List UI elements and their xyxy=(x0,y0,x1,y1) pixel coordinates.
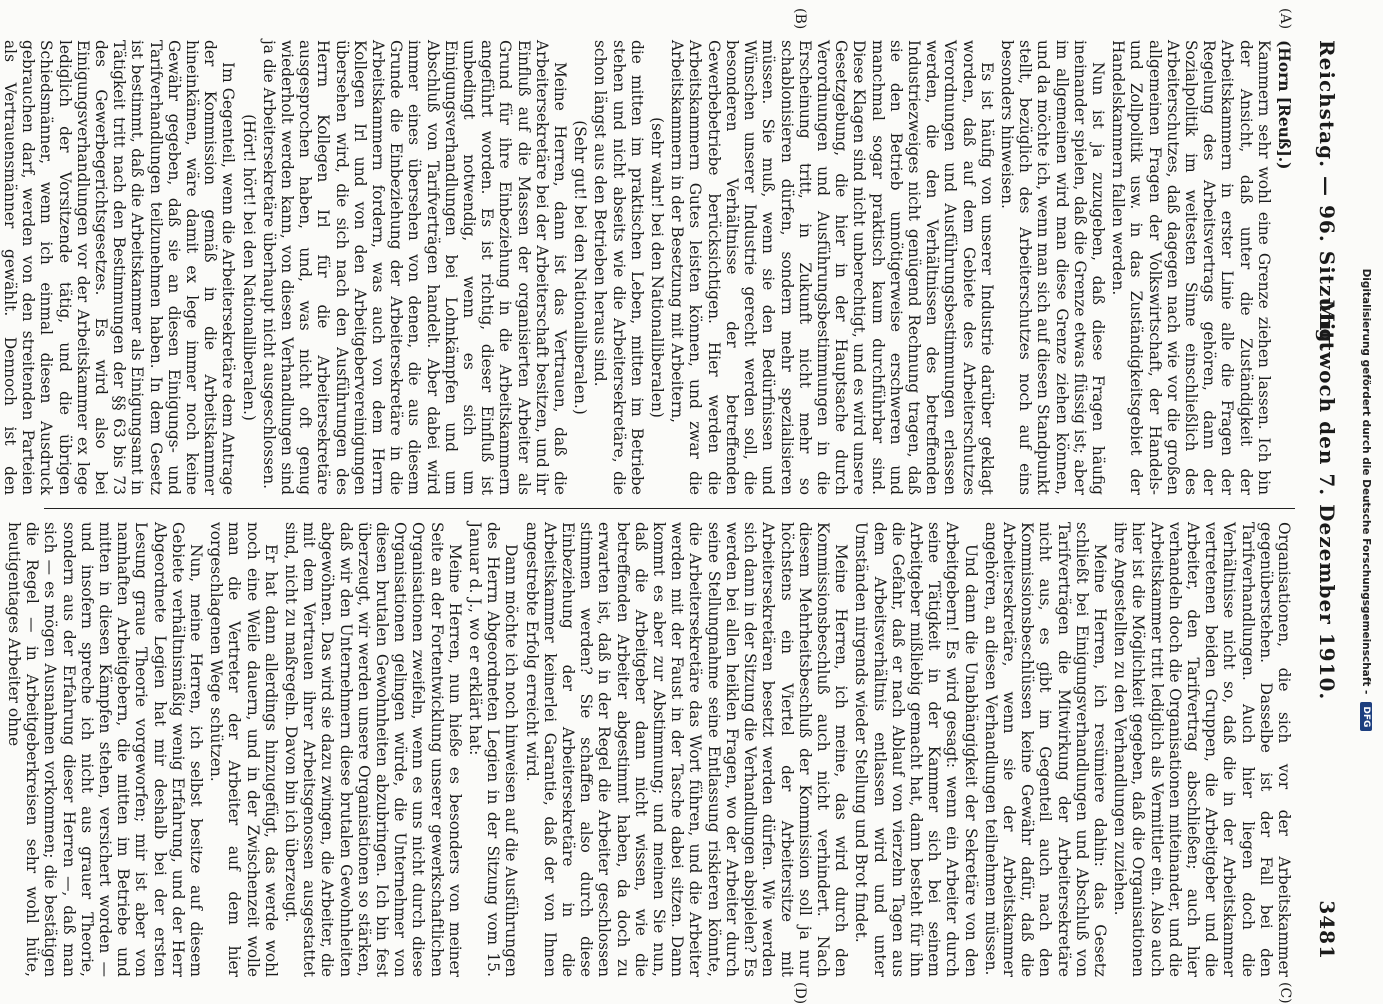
paragraph: Im Gegenteil, wenn die Arbeitersekretäre dem Antrage der Kommission gemäß in die Arbeitskammer hineinkämen, wäre damit ex lege immer noch keine Gewähr gegeben, daß sie an diesen Einigungs- und Tarifverhandlungen teilzunehmen haben. In dem Gesetz ist bestimmt, daß die Arbeitskammer als Einigungsamt in Tätigkeit tritt nach den Bestimmungen der §§ 63 bis 73 des Gewerbegerichtsgesetzes. Es wird also bei Einigungsverhandlungen vor der Arbeitskammer ex lege lediglich der Vorsitzende tätig, und die übrigen Schiedsmänner, wenn ich einmal diesen Ausdruck gebrauchen darf, werden von den streitenden Parteien als Vertrauensmänner gewählt. Dennoch ist den xyxy=(0,40,238,495)
paragraph: die mitten im praktischen Leben, mitten im Betriebe stehen und nicht abseits wie die Arbeitersekretäre, die schon längst aus den Betrieben heraus sind. xyxy=(591,40,646,495)
column-divider xyxy=(44,508,1295,509)
paragraph: Meine Herren, dann ist das Vertrauen, daß die Arbeitersekretäre bei der Arbeiterschaft besitzen, und ihr Einfluß auf die Massen der organisierten Arbeiter als Grund für ihre Einbeziehung in die Arbeitskammern angeführt worden. Es ist richtig, dieser Einfluß ist unbedingt notwendig, wenn es sich um Einigungsverhandlungen bei Lohnkämpfen und um Abschluß von Tarifverträgen handelt. Aber dabei wird immer eines übersehen von denen, die aus diesem Grunde die Einbeziehung der Arbeitersekretäre in die Arbeitskammern fordern, was auch von dem Herrn Kollegen Irl und von den Arbeitgebervereinigungen übersehen wird, die sich nach den Ausführungen des Herrn Kollegen Irl für die Arbeitersekretäre ausgesprochen haben, und, was nicht oft genug wiederholt werden kann, von diesen Verhandlungen sind ja die Arbeitersekretäre überhaupt nicht ausgeschlossen. xyxy=(259,40,570,495)
header-session: Reichstag. — 96. Sitzung. xyxy=(1315,40,1339,352)
digitization-credit-text: Digitalisierung gefördert durch die Deutsche Forschungsgemeinschaft - xyxy=(1360,268,1372,695)
margin-label-d: (D) xyxy=(792,982,808,1004)
margin-label-c: (C) xyxy=(1277,982,1293,1004)
margin-label-a: (A) xyxy=(1277,8,1293,30)
header-date: Mittwoch den 7. Dezember 1910. xyxy=(1315,299,1339,701)
interjection: (sehr wahr! bei den Nationalliberalen) xyxy=(648,117,667,418)
page-number: 3481 xyxy=(1315,900,1339,960)
paragraph: Organisationen, die sich vor der Arbeitskammer gegenüberstehen. Dasselbe ist der Fall bei den Tarifverhandlungen. Auch hier liegen doch die Verhältnisse nicht so, daß die in der Arbeitskammer vertretenen beiden Gruppen, die Arbeitgeber und die Arbeiter, den Tarifvertrag abschließen; auch hier verhandeln doch die Organisationen miteinander, und die Arbeitskammer tritt lediglich als Vermittler ein. Also auch hier ist die Möglichkeit gegeben, daß die Organisationen ihre Angestellten zu den Verhandlungen zuziehen. xyxy=(1111,522,1293,977)
margin-label-b: (B) xyxy=(792,8,808,30)
interjection: (Sehr gut! bei den Nationalliberalen.) xyxy=(571,120,590,415)
interjection: (Hört! hört! bei den Nationalliberalen.) xyxy=(239,114,258,421)
text-column-right xyxy=(4,522,1293,977)
paragraph: Nun, meine Herren, ich selbst besitze auf diesem Gebiete verhältnismäßig wenig Erfahrung, und der Herr Abgeordnete Legien hat mir deshalb bei der ersten Lesung graue Theorie vorgeworfen; mir ist aber von namhaften Arbeitgebern, die mitten im Betriebe und mitten in diesen Kämpfen stehen, versichert worden — und insofern spreche ich nicht aus grauer Theorie, sondern aus der Erfahrung dieser Herren —, daß man sich — es mögen Ausnahmen vorkommen; die bestätigen die Regel — in Arbeitgeberkreisen sehr wohl hüte, heutigentages Arbeiter ohne xyxy=(4,522,206,977)
paragraph: Kammern sehr wohl eine Grenze ziehen lassen. Ich bin der Ansicht, daß unter die Zuständigkeit der Arbeitskammern in erster Linie alle die Fragen der Regelung des Arbeitsvertrags gehören, dann der Sozialpolitik im weitesten Sinne einschließlich des Arbeiterschutzes, daß dagegen nach wie vor die großen allgemeinen Fragen der Volkswirtschaft, der Handels- und Zollpolitik usw. in das Zuständigkeitsgebiet der Handelskammern fallen werden. xyxy=(1109,40,1273,495)
paragraph: Meine Herren, ich resümiere dahin: das Gesetz schließt bei Einigungsverhandlungen und Abschluß von Tarifverträgen die Mitwirkung der Arbeitersekretäre nicht aus, es gibt im Gegenteil auch nach den Kommissionsbeschlüssen keine Gewähr dafür, daß die Arbeitersekretäre, wenn sie der Arbeitskammer angehören, an diesen Verhandlungen teilnehmen müssen. xyxy=(981,522,1109,977)
speaker-heading: (Horn [Reuß].) xyxy=(1275,40,1293,170)
digitization-credit xyxy=(1349,0,1383,1000)
text-column-left xyxy=(0,40,1293,495)
page-header xyxy=(1309,40,1339,960)
quotation: Meine Herren, nun hieße es besonders von meiner Seite an der Fortentwicklung unserer gewerkschaftlichen Organisationen zweifeln, wenn es uns nicht durch diese Organisationen gelingen würde, die Unternehmer von diesen brutalen Gewohnheiten abzubringen. Ich bin fest überzeugt, wir werden unsere Organisationen so stärken, daß wir den Unternehmern diese brutalen Gewohnheiten abgewöhnen. Das wird sie dazu zwingen, die Arbeiter, die mit dem Vertrauen ihrer Arbeitsgenossen ausgestattet sind, nicht zu maßregeln. Davon bin ich überzeugt. xyxy=(282,522,464,977)
paragraph: Es ist häufig von unserer Industrie darüber geklagt worden, daß auf dem Gebiete des Arbeiterschutzes Verordnungen und Ausführungsbestimmungen erlassen werden, die den Verhältnissen des betreffenden Industriezweiges nicht genügend Rechnung tragen, daß sie den Betrieb unnötigerweise erschweren und manchmal sogar praktisch kaum durchführbar sind. Diese Klagen sind nicht unberechtigt, und es wird unsere Gesetzgebung, die hier in der Hauptsache durch Verordnungen und Ausführungsbestimmungen in die Erscheinung tritt, in Zukunft nicht mehr so schablonisieren dürfen, sondern mehr spezialisieren müssen. Sie muß, wenn sie den Bedürfnissen und Wünschen unserer Industrie gerecht werden soll, die besonderen Verhältnisse der betreffenden Gewerbebetriebe berücksichtigen. Hier werden die Arbeitskammern Gutes leisten können, und zwar die Arbeitskammern in der Besetzung mit Arbeitern, xyxy=(668,40,996,495)
paragraph: Und dann die Unabhängigkeit der Sekretäre von den Arbeitgebern! Es wird gesagt: wenn ein Arbeiter durch seine Tätigkeit in der Kammer sich bei seinem Arbeitgeber mißliebig gemacht hat, dann besteht für ihn die Gefahr, daß er nach Ablauf von vierzehn Tagen aus dem Arbeitsverhältnis entlassen wird und unter Umständen nirgends wieder Stellung und Brot findet. xyxy=(852,522,980,977)
paragraph: Meine Herren, ich meine, das wird durch den Kommissionsbeschluß auch nicht verhindert. Nach diesem Mehrheitsbeschluß der Kommission soll ja nur höchstens ein Viertel der Arbeitersitze mit Arbeitersekretären besetzt werden dürfen. Wie werden sich dann in der Sitzung die Verhandlungen abspielen? Es werden bei allen heiklen Fragen, wo der Arbeiter durch seine Stellungnahme seine Entlassung riskieren könnte, die Arbeitersekretäre das Wort führen, und die Arbeiter werden mit der Faust in der Tasche dabei sitzen. Dann kommt es aber zur Abstimmung; und meinen Sie nun, daß die Arbeitgeber dann nicht wissen, wie die betreffenden Arbeiter abgestimmt haben, da doch zu erwarten ist, daß in der Regel die Arbeiter geschlossen stimmen werden? Sie schaffen also durch diese Einbeziehung der Arbeitersekretäre in die Arbeitskammer keinerlei Garantie, daß der von Ihnen angestrebte Erfolg erreicht wird. xyxy=(522,522,851,977)
paragraph: Er hat dann allerdings hinzugefügt, das werde wohl noch eine Weile dauern, und in der Zwischenzeit wolle man die Vertreter der Arbeiter auf dem hier vorgeschlagenen Wege schützen. xyxy=(207,522,280,977)
paragraph: Nun ist ja zuzugeben, daß diese Fragen häufig ineinander spielen, daß die Grenze etwas flüssig ist; aber im allgemeinen wird man diese Grenze ziehen können, und da möchte ich, wenn man sich auf diesen Standpunkt stellt, bezüglich des Arbeiterschutzes noch auf eins besonders hinweisen. xyxy=(997,40,1107,495)
paragraph: Dann möchte ich noch hinweisen auf die Ausführungen des Herrn Abgeordneten Legien in der Sitzung vom 15. Januar d. J., wo er erklärt hat: xyxy=(466,522,521,977)
dfg-logo: DFG xyxy=(1360,702,1372,731)
